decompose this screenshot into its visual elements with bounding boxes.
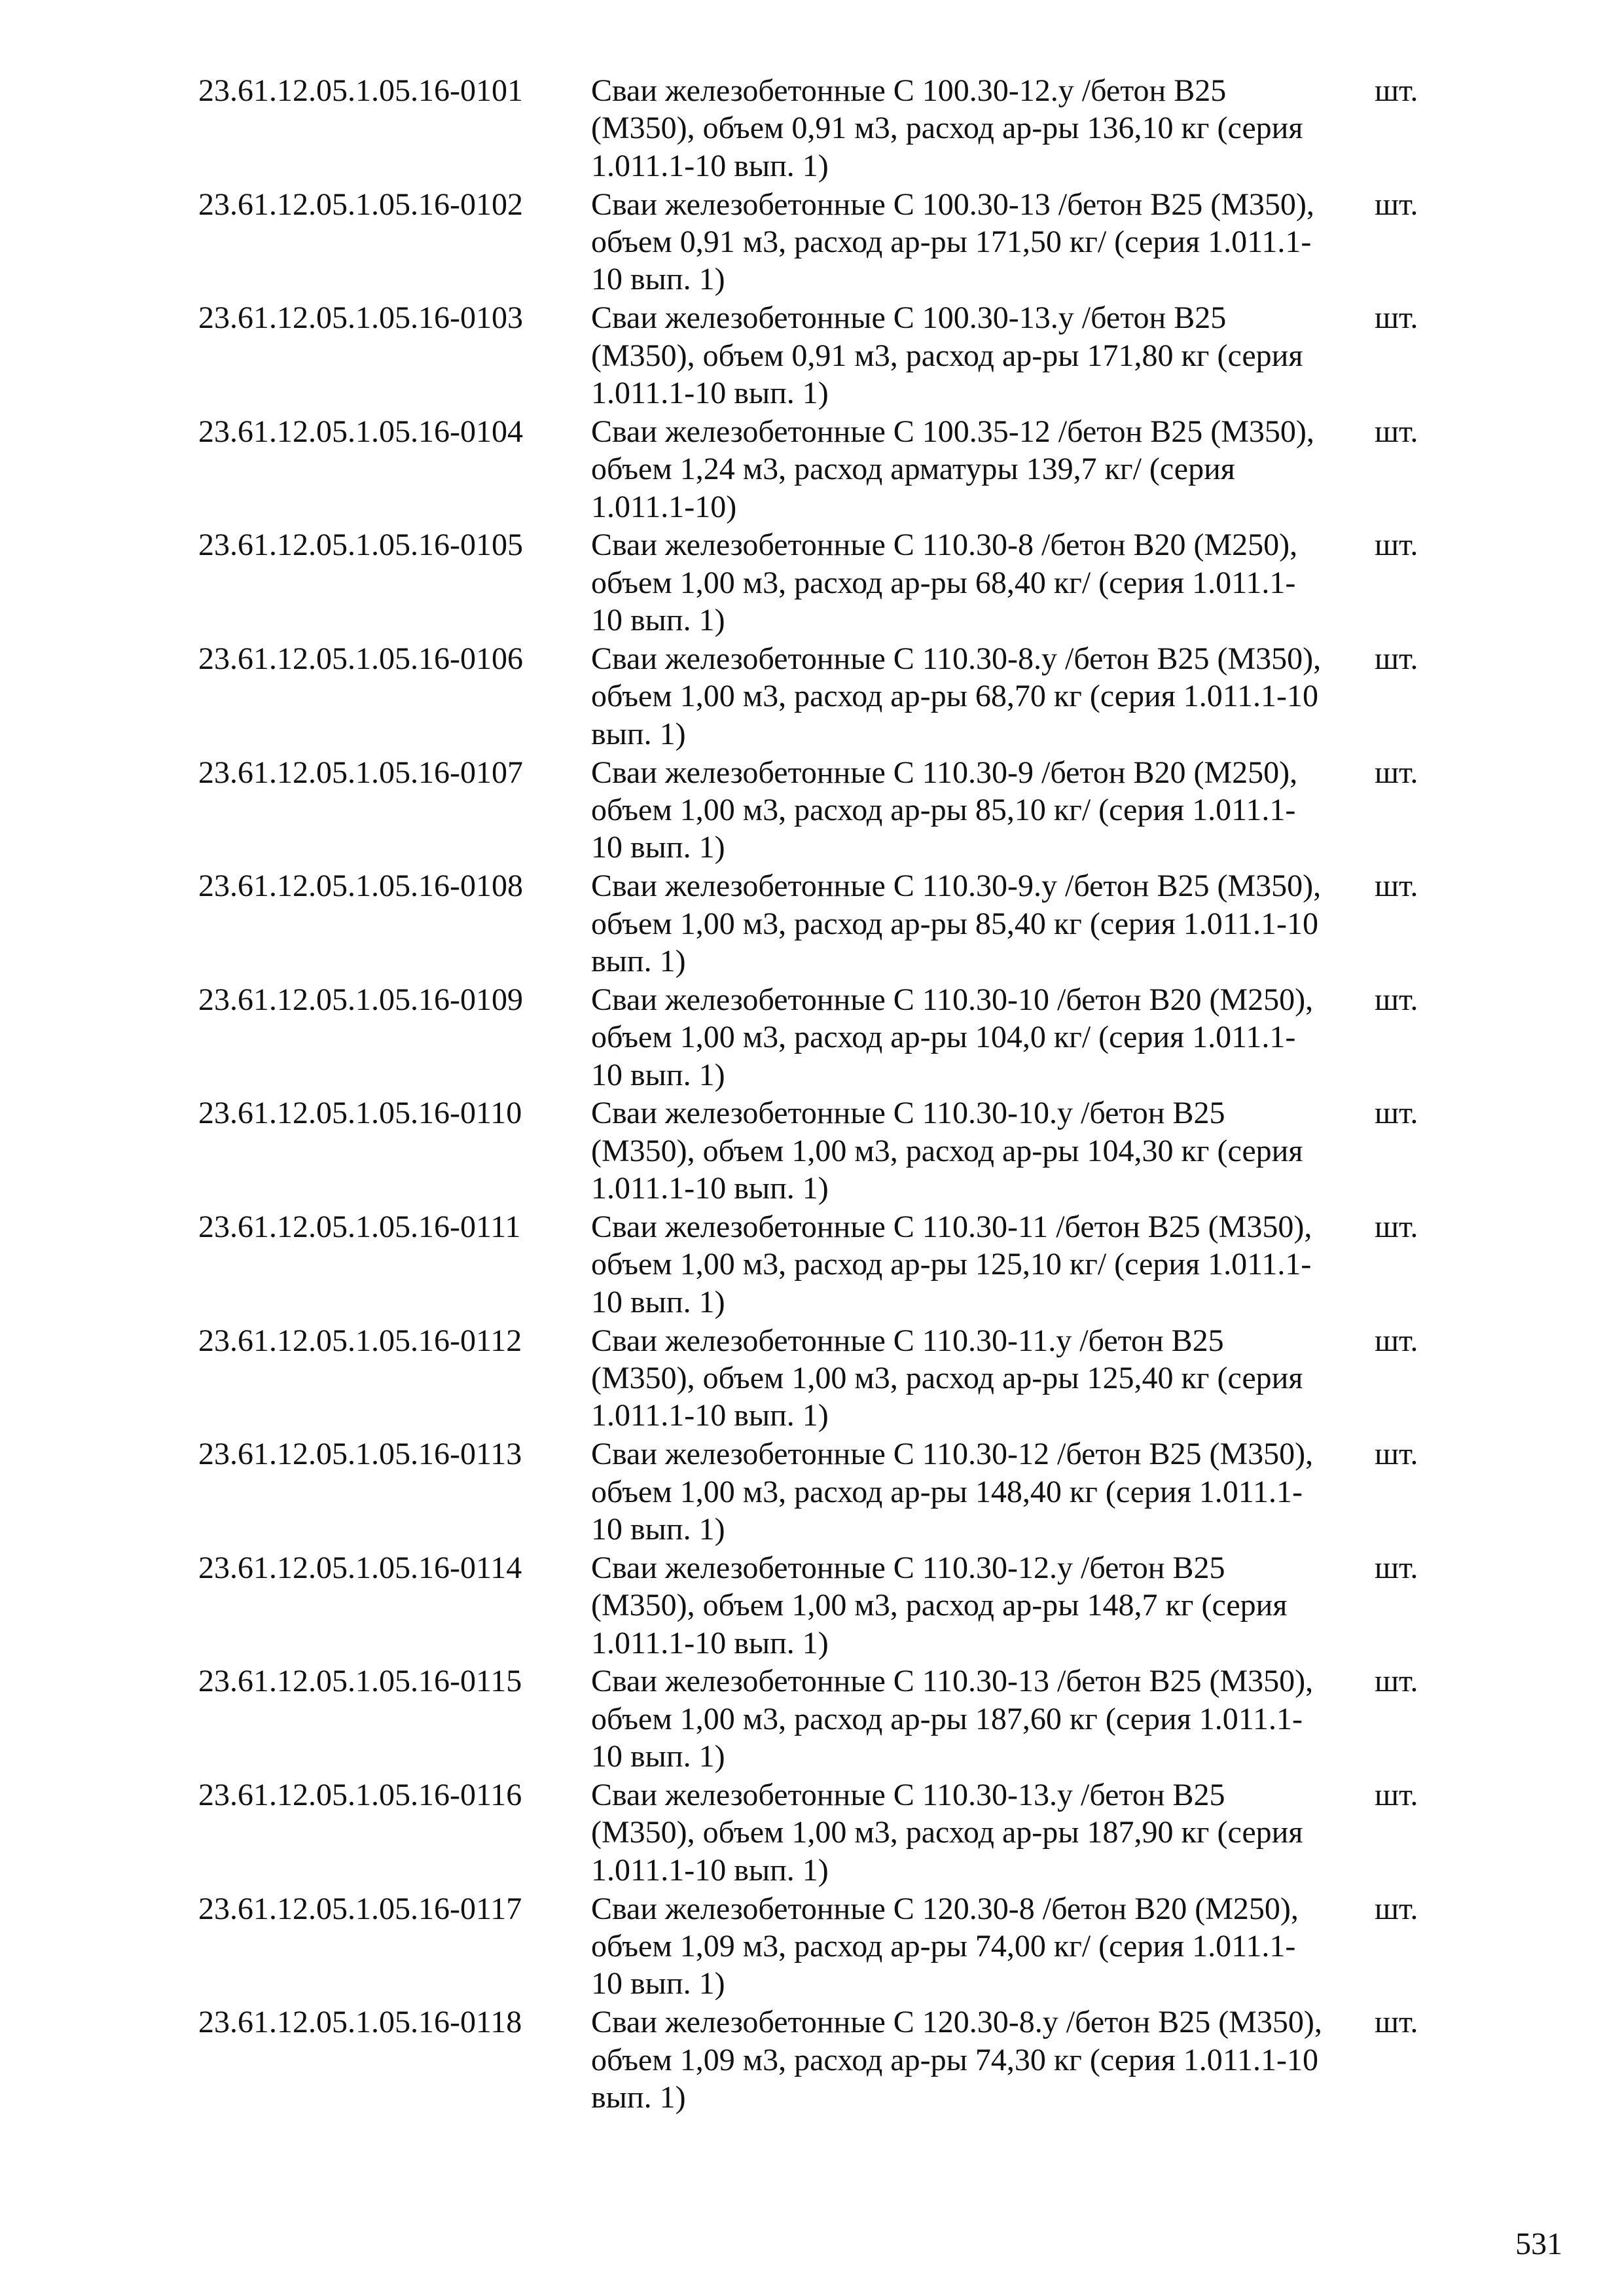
description-line: 10 вып. 1) [591, 1284, 725, 1319]
item-code: 23.61.12.05.1.05.16-0114 [198, 1550, 522, 1585]
description-line: 1.011.1-10 вып. 1) [591, 1398, 829, 1433]
description-line: объем 1,00 м3, расход ар-ры 187,60 кг (серия 1.011.1- [591, 1701, 1303, 1736]
item-code: 23.61.12.05.1.05.16-0111 [198, 1209, 521, 1244]
table-row [0, 1094, 1624, 1208]
table-row [0, 1890, 1624, 2004]
description-line: (М350), объем 0,91 м3, расход ар-ры 171,80 кг (серия [591, 338, 1303, 373]
description-line: 10 вып. 1) [591, 603, 725, 638]
description-line: Сваи железобетонные С 120.30-8 /бетон В20 (М250), [591, 1891, 1299, 1926]
page-number: 531 [1515, 2227, 1562, 2261]
description-line: Сваи железобетонные С 110.30-11 /бетон В25 (М350), [591, 1209, 1312, 1244]
description-line: Сваи железобетонные С 110.30-13.у /бетон В25 [591, 1777, 1225, 1812]
item-unit: шт. [1375, 73, 1418, 108]
table-row [0, 981, 1624, 1095]
item-unit: шт. [1375, 641, 1418, 676]
description-line: (М350), объем 1,00 м3, расход ар-ры 187,90 кг (серия [591, 1815, 1303, 1850]
item-unit: шт. [1375, 300, 1418, 336]
item-code: 23.61.12.05.1.05.16-0109 [198, 982, 523, 1017]
description-line: Сваи железобетонные С 100.30-13.у /бетон В25 [591, 300, 1227, 336]
description-line: 1.011.1-10 вып. 1) [591, 376, 829, 410]
item-code: 23.61.12.05.1.05.16-0112 [198, 1323, 522, 1358]
item-unit: шт. [1375, 1096, 1418, 1131]
table-row [0, 1662, 1624, 1776]
description-line: Сваи железобетонные С 110.30-9 /бетон В20 (М250), [591, 755, 1298, 790]
item-unit: шт. [1375, 528, 1418, 563]
item-description [591, 1208, 1370, 1321]
item-code: 23.61.12.05.1.05.16-0117 [198, 1891, 522, 1926]
table-row [0, 867, 1624, 981]
item-description [591, 1776, 1370, 1889]
description-line: объем 1,09 м3, расход ар-ры 74,00 кг/ (серия 1.011.1- [591, 1928, 1296, 1964]
item-unit: шт. [1375, 755, 1418, 790]
description-line: (М350), объем 1,00 м3, расход ар-ры 104,30 кг (серия [591, 1133, 1303, 1168]
description-line: Сваи железобетонные С 110.30-10 /бетон В20 (М250), [591, 982, 1314, 1017]
description-line: 10 вып. 1) [591, 1739, 725, 1774]
description-line: Сваи железобетонные С 120.30-8.у /бетон В25 (М350), [591, 2005, 1322, 2040]
table-row [0, 526, 1624, 640]
description-line: 10 вып. 1) [591, 1511, 725, 1547]
description-line: Сваи железобетонные С 110.30-11.у /бетон В25 [591, 1323, 1224, 1358]
item-description [591, 981, 1370, 1094]
item-code: 23.61.12.05.1.05.16-0101 [198, 73, 523, 108]
description-line: 1.011.1-10 вып. 1) [591, 1625, 829, 1660]
table-row [0, 640, 1624, 754]
item-code: 23.61.12.05.1.05.16-0116 [198, 1777, 522, 1812]
item-unit: шт. [1375, 1664, 1418, 1699]
description-line: вып. 1) [591, 716, 686, 751]
description-line: Сваи железобетонные С 100.30-13 /бетон В25 (М350), [591, 187, 1314, 222]
item-unit: шт. [1375, 1209, 1418, 1244]
table-row [0, 1549, 1624, 1663]
description-line: Сваи железобетонные С 110.30-12.у /бетон В25 [591, 1550, 1225, 1585]
item-description [591, 640, 1370, 753]
description-line: Сваи железобетонные С 110.30-8.у /бетон В25 (М350), [591, 641, 1322, 676]
description-line: Сваи железобетонные С 100.35-12 /бетон В25 (М350), [591, 414, 1314, 449]
item-description [591, 72, 1370, 185]
description-line: вып. 1) [591, 943, 686, 978]
description-line: вып. 1) [591, 2079, 686, 2115]
description-line: объем 1,00 м3, расход ар-ры 85,10 кг/ (серия 1.011.1- [591, 792, 1296, 827]
item-description [591, 299, 1370, 412]
description-line: (М350), объем 1,00 м3, расход ар-ры 125,40 кг (серия [591, 1360, 1303, 1395]
item-unit: шт. [1375, 414, 1418, 449]
item-code: 23.61.12.05.1.05.16-0110 [198, 1096, 522, 1131]
description-line: объем 1,00 м3, расход ар-ры 148,40 кг (серия 1.011.1- [591, 1474, 1303, 1509]
item-unit: шт. [1375, 1891, 1418, 1926]
description-line: 10 вып. 1) [591, 830, 725, 865]
item-code: 23.61.12.05.1.05.16-0115 [198, 1664, 522, 1699]
item-code: 23.61.12.05.1.05.16-0106 [198, 641, 523, 676]
item-unit: шт. [1375, 187, 1418, 222]
item-description [591, 1322, 1370, 1435]
table-row [0, 1208, 1624, 1322]
item-code: 23.61.12.05.1.05.16-0118 [198, 2005, 522, 2040]
description-line: Сваи железобетонные С 110.30-9.у /бетон В25 (М350), [591, 869, 1322, 904]
description-line: 10 вып. 1) [591, 1057, 725, 1092]
description-line: 1.011.1-10 вып. 1) [591, 1171, 829, 1206]
description-line: 1.011.1-10 вып. 1) [591, 148, 829, 183]
table-row [0, 1322, 1624, 1436]
table-row [0, 72, 1624, 186]
item-description [591, 186, 1370, 298]
description-line: 10 вып. 1) [591, 262, 725, 297]
item-description [591, 1662, 1370, 1775]
item-code: 23.61.12.05.1.05.16-0108 [198, 869, 523, 904]
item-code: 23.61.12.05.1.05.16-0104 [198, 414, 523, 449]
table-row [0, 413, 1624, 527]
description-line: 1.011.1-10) [591, 489, 737, 524]
table-row [0, 1776, 1624, 1890]
description-line: Сваи железобетонные С 110.30-8 /бетон В20 (М250), [591, 528, 1298, 563]
description-line: 1.011.1-10 вып. 1) [591, 1852, 829, 1888]
description-line: объем 0,91 м3, расход ар-ры 171,50 кг/ (серия 1.011.1- [591, 224, 1312, 259]
description-line: 10 вып. 1) [591, 1966, 725, 2001]
item-code: 23.61.12.05.1.05.16-0102 [198, 187, 523, 222]
item-code: 23.61.12.05.1.05.16-0105 [198, 528, 523, 563]
description-line: объем 1,00 м3, расход ар-ры 68,70 кг (серия 1.011.1-10 [591, 679, 1318, 714]
description-line: объем 1,00 м3, расход ар-ры 125,10 кг/ (серия 1.011.1- [591, 1247, 1312, 1282]
item-unit: шт. [1375, 869, 1418, 904]
description-line: объем 1,24 м3, расход арматуры 139,7 кг/ (серия [591, 452, 1235, 487]
item-description [591, 867, 1370, 980]
item-description [591, 1435, 1370, 1548]
description-line: объем 1,00 м3, расход ар-ры 68,40 кг/ (серия 1.011.1- [591, 565, 1296, 600]
item-code: 23.61.12.05.1.05.16-0107 [198, 755, 523, 790]
item-unit: шт. [1375, 1323, 1418, 1358]
item-code: 23.61.12.05.1.05.16-0103 [198, 300, 523, 336]
item-unit: шт. [1375, 1550, 1418, 1585]
table-row [0, 1435, 1624, 1549]
table-row [0, 2003, 1624, 2117]
description-line: Сваи железобетонные С 110.30-13 /бетон В25 (М350), [591, 1664, 1314, 1699]
description-line: объем 1,00 м3, расход ар-ры 104,0 кг/ (серия 1.011.1- [591, 1020, 1296, 1055]
price-list [0, 72, 1624, 2117]
item-unit: шт. [1375, 1777, 1418, 1812]
item-code: 23.61.12.05.1.05.16-0113 [198, 1437, 522, 1472]
item-description [591, 1549, 1370, 1662]
description-line: объем 1,00 м3, расход ар-ры 85,40 кг (серия 1.011.1-10 [591, 906, 1318, 941]
table-row [0, 186, 1624, 300]
description-line: (М350), объем 1,00 м3, расход ар-ры 148,7 кг (серия [591, 1588, 1288, 1623]
item-unit: шт. [1375, 982, 1418, 1017]
table-row [0, 299, 1624, 413]
description-line: Сваи железобетонные С 110.30-10.у /бетон В25 [591, 1096, 1225, 1131]
description-line: (М350), объем 0,91 м3, расход ар-ры 136,10 кг (серия [591, 111, 1303, 146]
item-description [591, 1890, 1370, 2003]
item-unit: шт. [1375, 2005, 1418, 2040]
item-description [591, 2003, 1370, 2116]
description-line: Сваи железобетонные С 100.30-12.у /бетон В25 [591, 73, 1227, 108]
item-description [591, 526, 1370, 639]
item-description [591, 1094, 1370, 1207]
item-unit: шт. [1375, 1437, 1418, 1472]
description-line: объем 1,09 м3, расход ар-ры 74,30 кг (серия 1.011.1-10 [591, 2042, 1318, 2077]
table-row [0, 754, 1624, 868]
item-description [591, 754, 1370, 867]
description-line: Сваи железобетонные С 110.30-12 /бетон В25 (М350), [591, 1437, 1314, 1472]
item-description [591, 413, 1370, 526]
